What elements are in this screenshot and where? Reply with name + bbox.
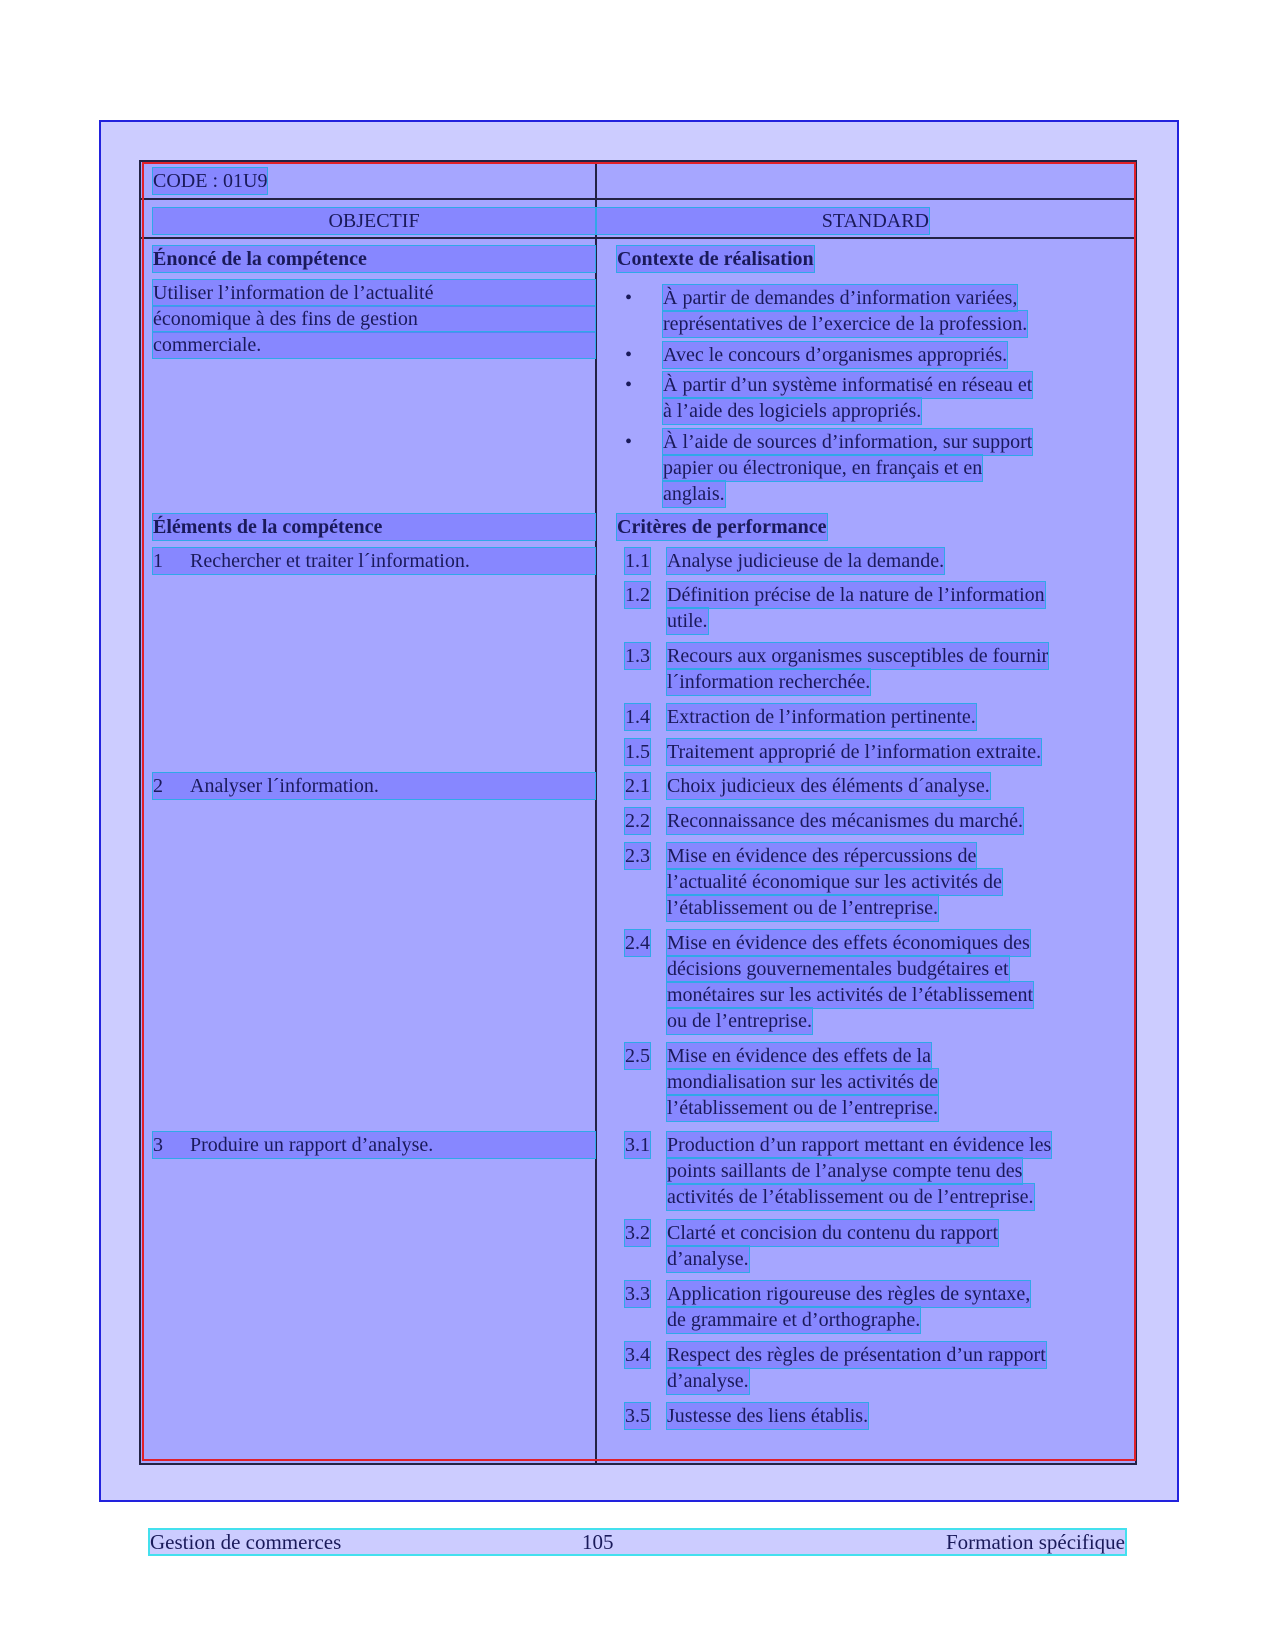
bullet-icon: • xyxy=(625,431,633,453)
criterion-line: Analyse judicieuse de la demande. xyxy=(667,550,945,572)
criterion-line: de grammaire et d’orthographe. xyxy=(667,1309,921,1331)
criterion-number: 2.2 xyxy=(625,810,650,832)
criterion-line: l’établissement ou de l’entreprise. xyxy=(667,1097,939,1119)
criterion-line: Mise en évidence des effets de la xyxy=(667,1045,931,1067)
criterion-number: 1.2 xyxy=(625,584,650,606)
criterion-line: Mise en évidence des effets économiques des xyxy=(667,932,1030,954)
enonce-line: commerciale. xyxy=(153,332,595,358)
bullet-line: À l’aide de sources d’information, sur support xyxy=(663,431,1033,453)
enonce-line: Utiliser l’information de l’actualité xyxy=(153,280,595,306)
table-rule-code xyxy=(139,198,1137,200)
contexte-title: Contexte de réalisation xyxy=(617,248,814,270)
criterion-line: d’analyse. xyxy=(667,1248,749,1270)
code-label: CODE : 01U9 xyxy=(153,170,268,192)
page-number: 105 xyxy=(582,1530,614,1554)
criterion-line: l’établissement ou de l’entreprise. xyxy=(667,897,939,919)
bullet-line: À partir d’un système informatisé en réseau et xyxy=(663,374,1033,396)
criterion-number: 2.3 xyxy=(625,845,650,867)
bullet-line: papier ou électronique, en français et en xyxy=(663,457,983,479)
criterion-line: d’analyse. xyxy=(667,1370,749,1392)
enonce-title: Énoncé de la compétence xyxy=(153,246,595,272)
footer-right: Formation spécifique xyxy=(945,1530,1125,1554)
bullet-line: Avec le concours d’organismes appropriés. xyxy=(663,344,1008,366)
page-footer xyxy=(150,1530,1125,1554)
criterion-line: monétaires sur les activités de l’établissement xyxy=(667,984,1033,1006)
header-standard: STANDARD xyxy=(597,208,929,234)
criterion-line: mondialisation sur les activités de xyxy=(667,1071,939,1093)
criterion-number: 1.4 xyxy=(625,706,650,728)
criterion-number: 3.5 xyxy=(625,1405,650,1427)
criterion-number: 1.5 xyxy=(625,741,650,763)
header-objectif: OBJECTIF xyxy=(153,208,595,234)
bullet-icon: • xyxy=(625,287,633,309)
criterion-number: 3.2 xyxy=(625,1222,650,1244)
criterion-line: activités de l’établissement ou de l’entreprise. xyxy=(667,1186,1034,1208)
criterion-number: 1.3 xyxy=(625,645,650,667)
criterion-line: Traitement approprié de l’information extraite. xyxy=(667,741,1042,763)
criterion-number: 2.1 xyxy=(625,775,650,797)
criterion-line: Recours aux organismes susceptibles de fournir xyxy=(667,645,1049,667)
criterion-line: l’actualité économique sur les activités de xyxy=(667,871,1002,893)
enonce-line: économique à des fins de gestion xyxy=(153,306,595,332)
criteres-title: Critères de performance xyxy=(617,516,827,538)
criterion-line: décisions gouvernementales budgétaires et xyxy=(667,958,1009,980)
element-item: 3 Produire un rapport d’analyse. xyxy=(153,1132,595,1158)
bullet-icon: • xyxy=(625,374,633,396)
bullet-icon: • xyxy=(625,344,633,366)
bullet-line: anglais. xyxy=(663,483,725,505)
criterion-line: Application rigoureuse des règles de syntaxe, xyxy=(667,1283,1031,1305)
criterion-line: utile. xyxy=(667,610,708,632)
criterion-line: ou de l’entreprise. xyxy=(667,1010,812,1032)
criterion-line: Définition précise de la nature de l’information xyxy=(667,584,1045,606)
criterion-number: 3.1 xyxy=(625,1134,650,1156)
criterion-line: Respect des règles de présentation d’un rapport xyxy=(667,1344,1046,1366)
criterion-number: 3.4 xyxy=(625,1344,650,1366)
criterion-line: points saillants de l’analyse compte tenu des xyxy=(667,1160,1023,1182)
criterion-line: Choix judicieux des éléments d´analyse. xyxy=(667,775,990,797)
bullet-line: représentatives de l’exercice de la profession. xyxy=(663,313,1028,335)
criterion-line: Clarté et concision du contenu du rapport xyxy=(667,1222,999,1244)
criterion-number: 2.5 xyxy=(625,1045,650,1067)
criterion-line: Extraction de l’information pertinente. xyxy=(667,706,976,728)
criterion-number: 1.1 xyxy=(625,550,650,572)
criterion-line: Reconnaissance des mécanismes du marché. xyxy=(667,810,1023,832)
elements-title: Éléments de la compétence xyxy=(153,514,595,540)
table-column-divider xyxy=(595,160,597,1465)
bullet-line: à l’aide des logiciels appropriés. xyxy=(663,400,922,422)
element-item: 1 Rechercher et traiter l´information. xyxy=(153,548,595,574)
element-item: 2 Analyser l´information. xyxy=(153,773,595,799)
criterion-line: Justesse des liens établis. xyxy=(667,1405,869,1427)
criterion-number: 2.4 xyxy=(625,932,650,954)
criterion-line: Mise en évidence des répercussions de xyxy=(667,845,977,867)
criterion-number: 3.3 xyxy=(625,1283,650,1305)
bullet-line: À partir de demandes d’information variées, xyxy=(663,287,1018,309)
footer-left: Gestion de commerces xyxy=(150,1530,342,1554)
criterion-line: l´information recherchée. xyxy=(667,671,871,693)
table-rule-headers xyxy=(139,237,1137,239)
criterion-line: Production d’un rapport mettant en évidence les xyxy=(667,1134,1052,1156)
